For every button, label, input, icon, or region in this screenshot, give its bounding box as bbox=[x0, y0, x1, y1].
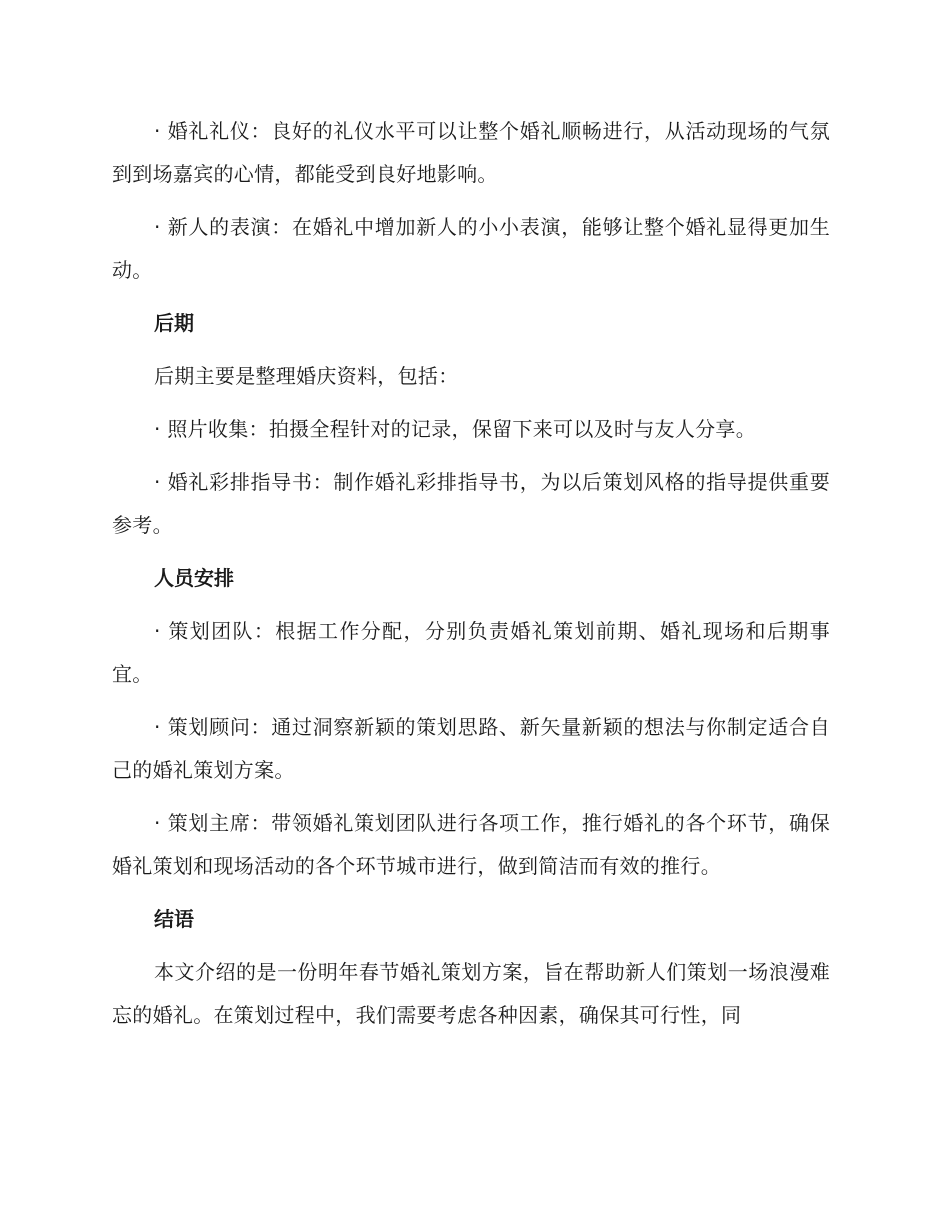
bullet-planning-consultant: · 策划顾问：通过洞察新颖的策划思路、新矢量新颖的想法与你制定适合自己的婚礼策划方案。 bbox=[112, 715, 830, 782]
bullet-photo-collection: · 照片收集：拍摄全程针对的记录，保留下来可以及时与友人分享。 bbox=[154, 417, 757, 441]
bullet-newlywed-performance: · 新人的表演：在婚礼中增加新人的小小表演，能够让整个婚礼显得更加生动。 bbox=[112, 215, 830, 282]
section-heading-post-stage: 后期 bbox=[154, 311, 194, 335]
conclusion-paragraph: 本文介绍的是一份明年春节婚礼策划方案，旨在帮助新人们策划一场浪漫难忘的婚礼。在策划过程中，我们需要考虑各种因素，确保其可行性，同 bbox=[112, 960, 830, 1027]
bullet-planning-chair: · 策划主席：带领婚礼策划团队进行各项工作，推行婚礼的各个环节，确保婚礼策划和现场活动的各个环节城市进行，做到简洁而有效的推行。 bbox=[112, 811, 830, 878]
section-heading-staffing: 人员安排 bbox=[154, 566, 234, 590]
bullet-wedding-etiquette: · 婚礼礼仪：良好的礼仪水平可以让整个婚礼顺畅进行，从活动现场的气氛到到场嘉宾的心情，都能受到良好地影响。 bbox=[112, 119, 830, 186]
post-stage-intro: 后期主要是整理婚庆资料，包括： bbox=[154, 364, 459, 388]
section-heading-conclusion: 结语 bbox=[154, 907, 194, 931]
bullet-planning-team: · 策划团队：根据工作分配，分别负责婚礼策划前期、婚礼现场和后期事宜。 bbox=[112, 619, 830, 686]
bullet-rehearsal-guide: · 婚礼彩排指导书：制作婚礼彩排指导书，为以后策划风格的指导提供重要参考。 bbox=[112, 470, 830, 537]
